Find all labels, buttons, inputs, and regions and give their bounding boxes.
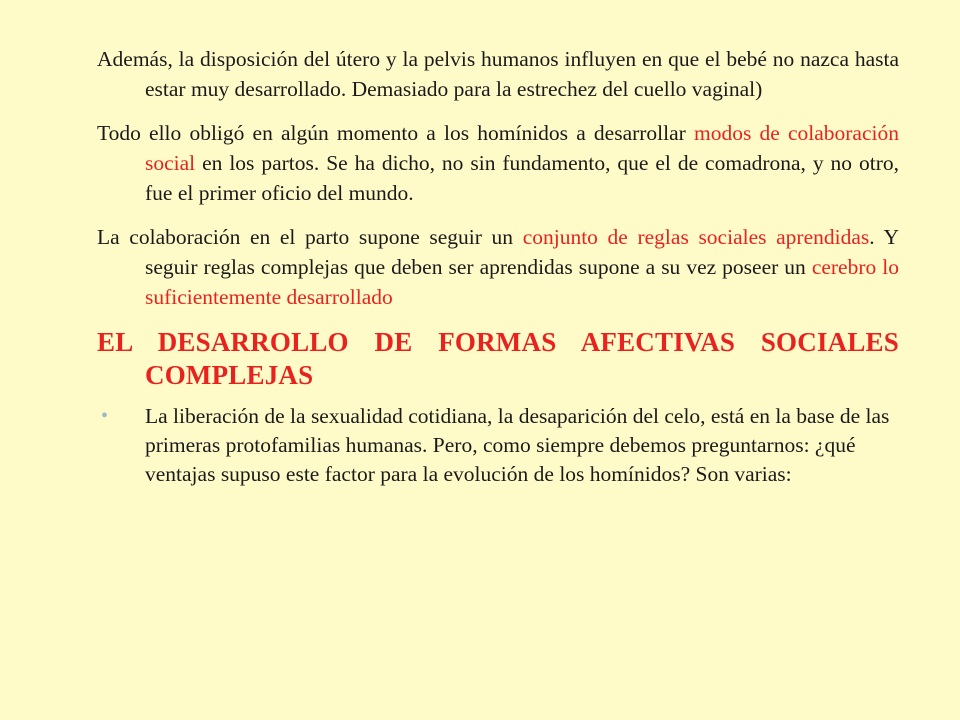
slide-content [97,44,899,489]
paragraph-text: Todo ello obligó en algún momento a los homínidos a desarrollar [97,121,694,145]
paragraph-text: . Y seguir reglas complejas que deben ser aprendidas supone a su vez poseer un [145,225,899,279]
paragraph-colaboracion [97,118,899,208]
highlight-text: cerebro lo suficientemente desarrollado [145,255,899,309]
paragraph-reglas [97,222,899,312]
paragraph-text: La colaboración en el parto supone seguir un [97,225,523,249]
paragraph-text: en los partos. Se ha dicho, no sin fundamento, que el de comadrona, y no otro, fue el primer oficio del mundo. [145,151,899,205]
paragraph-pelvis [97,44,899,104]
bullet-item [97,402,899,489]
section-heading: EL DESARROLLO DE FORMAS AFECTIVAS SOCIALES COMPLEJAS [97,327,899,390]
highlight-text: conjunto de reglas sociales aprendidas [522,225,870,249]
paragraph-text: Además, la disposición del útero y la pelvis humanos influyen en que el bebé no nazca hasta estar muy desarrollado. Demasiado para la estrechez del cuello vaginal) [97,47,899,101]
bullet-text: La liberación de la sexualidad cotidiana, la desaparición del celo, está en la base de las primeras protofamilias humanas. Pero, como siempre debemos preguntarnos: ¿qué ventajas supuso este factor para la evolución de los homínidos? Son varias: [145,404,890,486]
highlight-text: modos de colaboración social [145,121,899,175]
bullet-dot-icon: • [101,405,109,427]
